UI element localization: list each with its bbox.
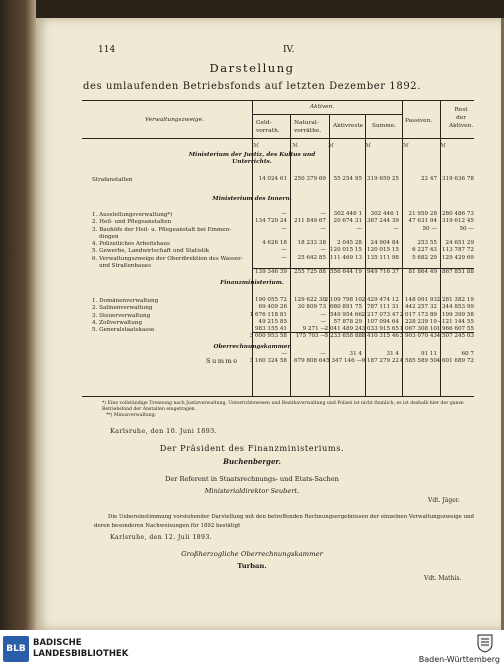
- currency-mark: ℳ: [292, 143, 298, 149]
- row-label: 6. Verwaltungszweige der Oberdirektion des Wasser- und Straßenbaues: [92, 256, 243, 269]
- cell-liabilities: 253 55: [417, 240, 437, 246]
- currency-mark: ℳ: [403, 143, 409, 149]
- row-label: 3. Bauhöfe der Heil- u. Pflegeanstalt bei Emmen- dingen: [92, 227, 232, 240]
- cell-outstanding: 111 469 13: [329, 255, 362, 261]
- cell-natural: 175 703 —: [295, 333, 326, 339]
- cell-cash: —: [281, 351, 287, 357]
- col-header-branch: Verwaltungszweige.: [145, 117, 204, 123]
- cell-outstanding: 680 891 75: [329, 304, 362, 310]
- cell-outstanding: 120 015 15: [329, 247, 362, 253]
- cell-liabilities: 91 11: [420, 351, 437, 357]
- cell-cash: —: [281, 247, 287, 253]
- cell-cash: 49 215 85: [258, 319, 287, 325]
- cell-sum: 31 4: [386, 351, 399, 357]
- cell-natural: —: [320, 351, 326, 357]
- col-header-sum: Summe.: [372, 123, 396, 129]
- col-header-natural: Natural- vorräthe.: [294, 120, 322, 134]
- cell-outstanding: 2 109 798 10: [324, 297, 362, 303]
- baden-wuerttemberg-crest-icon: [476, 633, 494, 653]
- cell-liabilities: 22 47: [420, 176, 437, 182]
- cell-liabilities: 148 091 93: [404, 297, 437, 303]
- cell-rest: 60 7: [461, 351, 474, 357]
- footnote-2: **) Minusverwaltung.: [106, 413, 157, 418]
- cell-rest: 2 281 382 19: [436, 297, 474, 303]
- row-label: 4. Polizeiliches Arbeitshaus: [92, 241, 170, 247]
- cell-cash: 190 055 72: [254, 297, 287, 303]
- cell-rest: 129 429 69: [441, 255, 474, 261]
- col-header-assets: Aktiven.: [310, 104, 335, 110]
- cell-rest: 50 —: [459, 226, 474, 232]
- page-section: IV.: [283, 45, 295, 55]
- page-title: Darstellung: [209, 61, 295, 75]
- grand-total-liabilities: 4 585 589 50: [399, 358, 437, 364]
- president-name: Buchenberger.: [223, 457, 281, 466]
- chamber-name: Turban.: [237, 562, 267, 570]
- cell-cash: 134 720 24: [254, 218, 287, 224]
- cell-liabilities: 1 067 308 10: [399, 326, 437, 332]
- row-label: 5. Generalstaatskasse: [92, 327, 155, 333]
- grand-total-cash: 3 160 324 58: [249, 358, 287, 364]
- cell-sum: 107 094 64: [366, 319, 399, 325]
- cell-cash: 139 346 39: [254, 269, 287, 275]
- cell-outstanding: 540 954 66: [329, 312, 362, 318]
- page-number: 114: [98, 45, 116, 55]
- cell-natural: 211 849 67: [293, 218, 326, 224]
- table-bottom-rule: [82, 396, 474, 397]
- row-label: 2. Salinenverwaltung: [92, 305, 153, 311]
- blb-logo-icon: BLB: [3, 636, 29, 662]
- cell-outstanding: —: [356, 226, 362, 232]
- cell-sum: —: [393, 226, 399, 232]
- cell-outstanding: 2 045 28: [337, 240, 362, 246]
- row-label: 1. Domänenverwaltung: [92, 298, 159, 304]
- cell-sum: 367 244 39: [366, 218, 399, 224]
- cell-sum: 787 111 31: [366, 304, 399, 310]
- grand-total-label: Summe: [206, 357, 239, 365]
- cell-natural: 250 379 69: [293, 176, 326, 182]
- section-title: Ministerium des Innern.: [212, 196, 292, 202]
- row-label: 1. Ausstellungsverwaltung*): [92, 212, 173, 218]
- col-header-outstanding: Aktivreste: [333, 123, 364, 129]
- grand-total-outstanding: 5 347 146 —: [326, 358, 362, 364]
- col-header-cash: Geld- vorrath.: [256, 120, 280, 134]
- row-label: 3. Steuerverwaltung: [92, 313, 151, 319]
- page-subtitle: des umlaufenden Betriebsfonds auf letzten Dezember 1892.: [82, 81, 422, 92]
- baden-wuerttemberg-label: Baden-Württemberg: [418, 655, 500, 664]
- cell-natural: —: [320, 211, 326, 217]
- cell-rest: 1 966 607 55: [436, 326, 474, 332]
- cell-natural: —: [320, 312, 326, 318]
- cell-outstanding: 31 4: [349, 351, 362, 357]
- cell-sum: 302 446 1: [370, 211, 399, 217]
- cell-cash: —: [281, 211, 287, 217]
- cell-rest: 4 507 245 03: [436, 333, 474, 339]
- grand-total-natural: 679 808 64: [293, 358, 326, 364]
- cell-outstanding: 20 674 31: [333, 218, 362, 224]
- cell-natural: —: [320, 319, 326, 325]
- table-header-rule: [82, 138, 474, 139]
- cell-cash: 3 000 953 58: [249, 333, 287, 339]
- blb-name: [33, 638, 128, 660]
- cell-liabilities: 5 682 29: [412, 255, 437, 261]
- cell-cash: 983 155 41: [254, 326, 287, 332]
- cell-liabilities: 442 257 32: [404, 304, 437, 310]
- cell-liabilities: 6 227 43: [412, 247, 437, 253]
- cell-cash: 4 626 18: [262, 240, 287, 246]
- cell-rest: 319 636 78: [441, 176, 474, 182]
- cell-cash: 14 024 61: [258, 176, 287, 182]
- referent-line-2: Ministerialdirektor Seubert.: [204, 487, 300, 495]
- cell-natural: 9 271 —: [302, 326, 326, 332]
- certification-text: Die Uebereinstimmung vorstehender Darstellung mit den betreffenden Rechnungsergebnissen der einzelnen Verwaltungszweige und deren besonderen Nachweisungen für 1892 bestätigt: [94, 514, 474, 529]
- signature-1: Vdt. Jäger.: [428, 497, 460, 504]
- cell-rest: −121 144 55: [437, 319, 474, 325]
- section-title: Finanzministerium.: [220, 280, 284, 286]
- row-label: 4. Zollverwaltung: [92, 320, 143, 326]
- signature-2: Vdt. Mathis.: [424, 575, 462, 582]
- cell-rest: 344 853 99: [441, 304, 474, 310]
- currency-mark: ℳ: [440, 143, 446, 149]
- cell-cash: 1 676 118 81: [249, 312, 287, 318]
- president-title: Der Präsident des Finanzministeriums.: [159, 443, 345, 453]
- date-line-1: Karlsruhe, den 10. Juni 1893.: [110, 427, 218, 435]
- cell-cash: —: [281, 255, 287, 261]
- blb-line-2: LANDESBIBLIOTHEK: [33, 649, 129, 659]
- grand-total-rest: 4 601 689 72: [436, 358, 474, 364]
- cell-natural: 18 233 38: [297, 240, 326, 246]
- cell-cash: —: [281, 226, 287, 232]
- cell-outstanding: 5 233 658 88: [324, 333, 362, 339]
- section-title: Ministerium der Justiz, des Kultus und Unterrichts.: [188, 152, 316, 165]
- cell-liabilities: 3 903 070 43: [399, 333, 437, 339]
- cell-outstanding: 57 878 29: [333, 319, 362, 325]
- cell-outstanding: 55 254 95: [333, 176, 362, 182]
- table-top-rule: [82, 100, 474, 101]
- cell-natural: 129 622 30: [293, 297, 326, 303]
- col-header-liabilities: Passiven.: [405, 118, 433, 124]
- cell-liabilities: 47 631 94: [408, 218, 437, 224]
- section-title: Oberrechnungskammer: [213, 344, 291, 350]
- cell-liabilities: 228 239 19: [404, 319, 437, 325]
- footnote-1: *) Eine vollständige Trennung nach Justizverwaltung, Unterrichtswesen und Bezirksverwaltung und Polizei ist nicht thunlich; es ist deshalb hier der ganze Betriebsfond der Anstalten eingetragen.: [102, 401, 464, 412]
- cell-sum: 135 111 98: [366, 255, 399, 261]
- currency-mark: ℳ: [328, 143, 334, 149]
- cell-liabilities: 2 017 173 89: [399, 312, 437, 318]
- row-label: Strafanstalten: [92, 177, 133, 183]
- currency-mark: ℳ: [253, 143, 259, 149]
- cell-sum: 120 015 15: [366, 247, 399, 253]
- cell-liabilities: 21 959 28: [408, 211, 437, 217]
- blb-line-1: BADISCHE: [33, 638, 82, 648]
- cell-liabilities: 50 —: [422, 226, 437, 232]
- scan-top-border: [0, 0, 504, 18]
- cell-natural: 25 642 85: [297, 255, 326, 261]
- cell-rest: 199 399 58: [441, 312, 474, 318]
- row-label: 5. Gewerbe, Landwirtschaft und Statistik: [92, 248, 210, 254]
- chamber-title: Großherzogliche Oberrechnungskammer: [181, 550, 323, 558]
- cell-rest: 319 612 45: [441, 218, 474, 224]
- cell-outstanding: 302 446 1: [333, 211, 362, 217]
- cell-cash: 69 409 26: [258, 304, 287, 310]
- cell-rest: 867 851 88: [441, 269, 474, 275]
- cell-natural: —: [320, 247, 326, 253]
- cell-sum: 8 410 315 46: [361, 333, 399, 339]
- currency-mark: ℳ: [365, 143, 371, 149]
- cell-sum: 3 033 915 65: [361, 326, 399, 332]
- cell-outstanding: 556 644 19: [329, 269, 362, 275]
- cell-rest: 280 486 73: [441, 211, 474, 217]
- cell-natural: —: [320, 226, 326, 232]
- assets-group-rule: [252, 114, 402, 115]
- referent-line-1: Der Referent in Staatsrechnungs- und Etats-Sachen: [165, 475, 339, 483]
- cell-natural: 30 809 73: [297, 304, 326, 310]
- cell-sum: 24 904 84: [370, 240, 399, 246]
- grand-total-sum: 9 187 279 22: [361, 358, 399, 364]
- date-line-2: Karlsruhe, den 12. Juli 1893.: [110, 534, 213, 541]
- cell-liabilities: 81 864 49: [408, 269, 437, 275]
- cell-sum: 319 659 25: [366, 176, 399, 182]
- cell-rest: 113 787 72: [441, 247, 474, 253]
- cell-sum: 2 217 073 47: [361, 312, 399, 318]
- cell-rest: 24 651 29: [445, 240, 474, 246]
- row-label: 2. Heil- und Pflegeanstalten: [92, 219, 172, 225]
- cell-sum: 2 429 474 12: [361, 297, 399, 303]
- col-header-rest: Rest der Aktiven.: [449, 107, 474, 129]
- cell-outstanding: 2 041 489 24: [324, 326, 362, 332]
- cell-natural: 255 725 88: [293, 269, 326, 275]
- cell-sum: 949 716 37: [366, 269, 399, 275]
